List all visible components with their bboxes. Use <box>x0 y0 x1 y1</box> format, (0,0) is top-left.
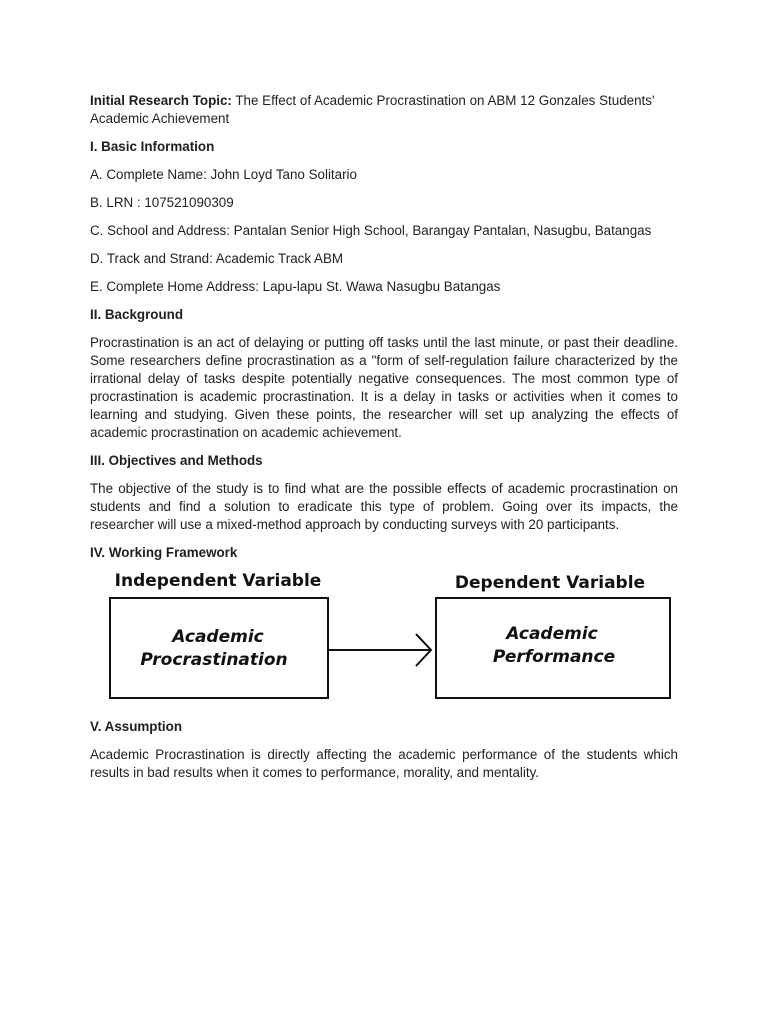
basic-info-heading: I. Basic Information <box>90 139 215 154</box>
dependent-box-line1: Academic <box>506 624 598 644</box>
background-paragraph: Procrastination is an act of delaying or putting off tasks until the last minute, or past their deadline. Some researchers define procrastination as a "form of self-regulation failure characterized by the irrational delay of tasks despite potentially negative consequences. The most common type of procrastination is academic procrastination. It is a delay in tasks or activities when it comes to learning and studying. Given these points, the researcher will set up analyzing the effects of academic procrastination on academic achievement. <box>90 335 678 440</box>
info-school-address: C. School and Address: Pantalan Senior High School, Barangay Pantalan, Nasugbu, Batangas <box>90 223 652 238</box>
info-track-strand: D. Track and Strand: Academic Track ABM <box>90 251 344 266</box>
dependent-variable-title: Dependent Variable <box>454 573 646 593</box>
research-topic-label: Initial Research Topic: <box>90 93 232 108</box>
research-topic-text: The Effect of Academic Procrastination on ABM 12 Gonzales Students' Academic Achievement <box>90 93 655 126</box>
info-lrn: B. LRN : 107521090309 <box>90 195 234 210</box>
document-page <box>90 92 678 792</box>
working-framework-diagram <box>90 568 678 708</box>
independent-variable-title: Independent Variable <box>114 571 322 591</box>
independent-box-line1: Academic <box>172 627 264 647</box>
info-home-address: E. Complete Home Address: Lapu-lapu St. Wawa Nasugbu Batangas <box>90 279 501 294</box>
dependent-box-line2: Performance <box>492 647 616 667</box>
objectives-heading: III. Objectives and Methods <box>90 453 263 468</box>
assumption-heading: V. Assumption <box>90 719 183 734</box>
independent-variable-box <box>110 598 328 698</box>
info-complete-name: A. Complete Name: John Loyd Tano Solitario <box>90 167 357 182</box>
framework-heading: IV. Working Framework <box>90 545 238 560</box>
research-topic <box>90 92 678 128</box>
assumption-paragraph: Academic Procrastination is directly affecting the academic performance of the students which results in bad results when it comes to performance, morality, and mentality. <box>90 747 678 780</box>
background-heading: II. Background <box>90 307 184 322</box>
framework-svg <box>90 568 678 708</box>
independent-box-line2: Procrastination <box>140 650 288 670</box>
objectives-paragraph: The objective of the study is to find what are the possible effects of academic procrastination on students and find a solution to eradicate this type of problem. Going over its impacts, the researcher will use a mixed-method approach by conducting surveys with 20 participants. <box>90 481 678 532</box>
